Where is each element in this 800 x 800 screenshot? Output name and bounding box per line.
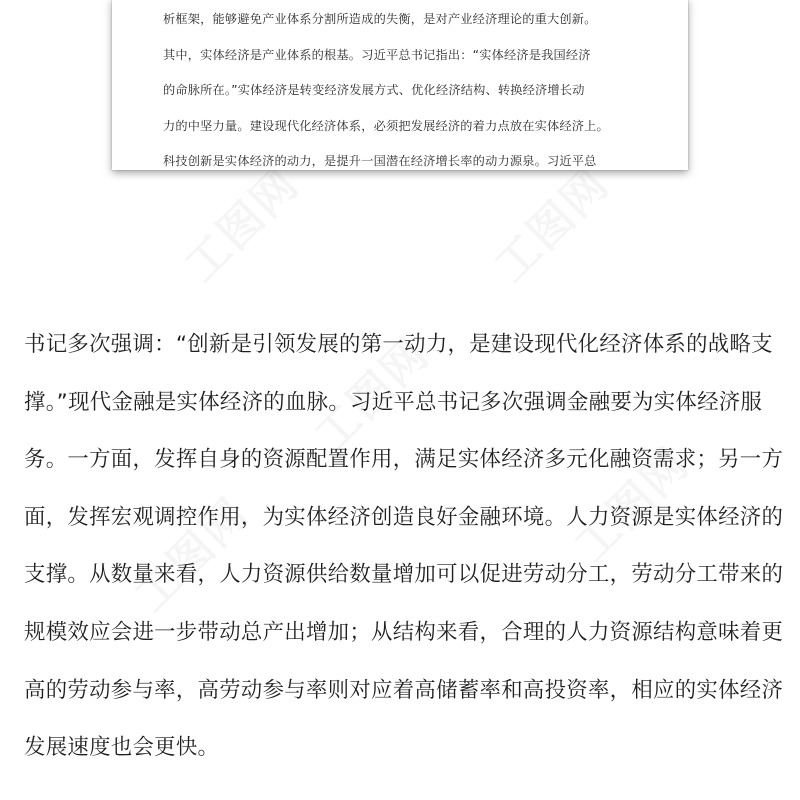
body-line: 撑。”现代金融是实体经济的血脉。习近平总书记多次强调金融要为实体经济服 <box>24 389 763 415</box>
body-line: 面，发挥宏观调控作用，为实体经济创造良好金融环境。人力资源是实体经济的 <box>24 504 784 530</box>
card-paragraph <box>163 2 668 170</box>
watermark-logo: 工图网 <box>565 438 700 573</box>
body-line: 发展速度也会更快。 <box>24 735 220 761</box>
body-line: 规模效应会进一步带动总产出增加；从结构来看，合理的人力资源结构意味着更 <box>24 619 784 645</box>
watermark-logo: 工图网 <box>485 158 620 293</box>
body-line: 书记多次强调：“创新是引领发展的第一动力，是建设现代化经济体系的战略支 <box>24 332 773 357</box>
card-line: 的命脉所在。”实体经济是转变经济发展方式、优化经济结构、转换经济增长动 <box>163 83 585 98</box>
body-paragraph <box>24 323 784 784</box>
card-line: 科技创新是实体经济的动力，是提升一国潜在经济增长率的动力源泉。习近平总 <box>163 154 597 169</box>
card-line: 力的中坚力量。建设现代化经济体系，必须把发展经济的着力点放在实体经济上。 <box>163 118 609 133</box>
body-line: 支撑。从数量来看，人力资源供给数量增加可以促进劳动分工，劳动分工带来的 <box>24 562 784 588</box>
body-line: 高的劳动参与率，高劳动参与率则对应着高储蓄率和高投资率，相应的实体经济 <box>24 677 784 703</box>
card-line: 析框架，能够避免产业体系分割所造成的失衡，是对产业经济理论的重大创新。 <box>163 12 597 26</box>
watermark-logo: 工图网 <box>305 328 440 463</box>
watermark-logo: 工图网 <box>175 158 310 293</box>
watermark-logo: 工图网 <box>125 488 260 623</box>
document-preview-card <box>112 0 688 170</box>
card-line: 其中，实体经济是产业体系的根基。习近平总书记指出：“实体经济是我国经济 <box>163 47 591 62</box>
body-line: 务。一方面，发挥自身的资源配置作用，满足实体经济多元化融资需求；另一方 <box>24 447 784 473</box>
